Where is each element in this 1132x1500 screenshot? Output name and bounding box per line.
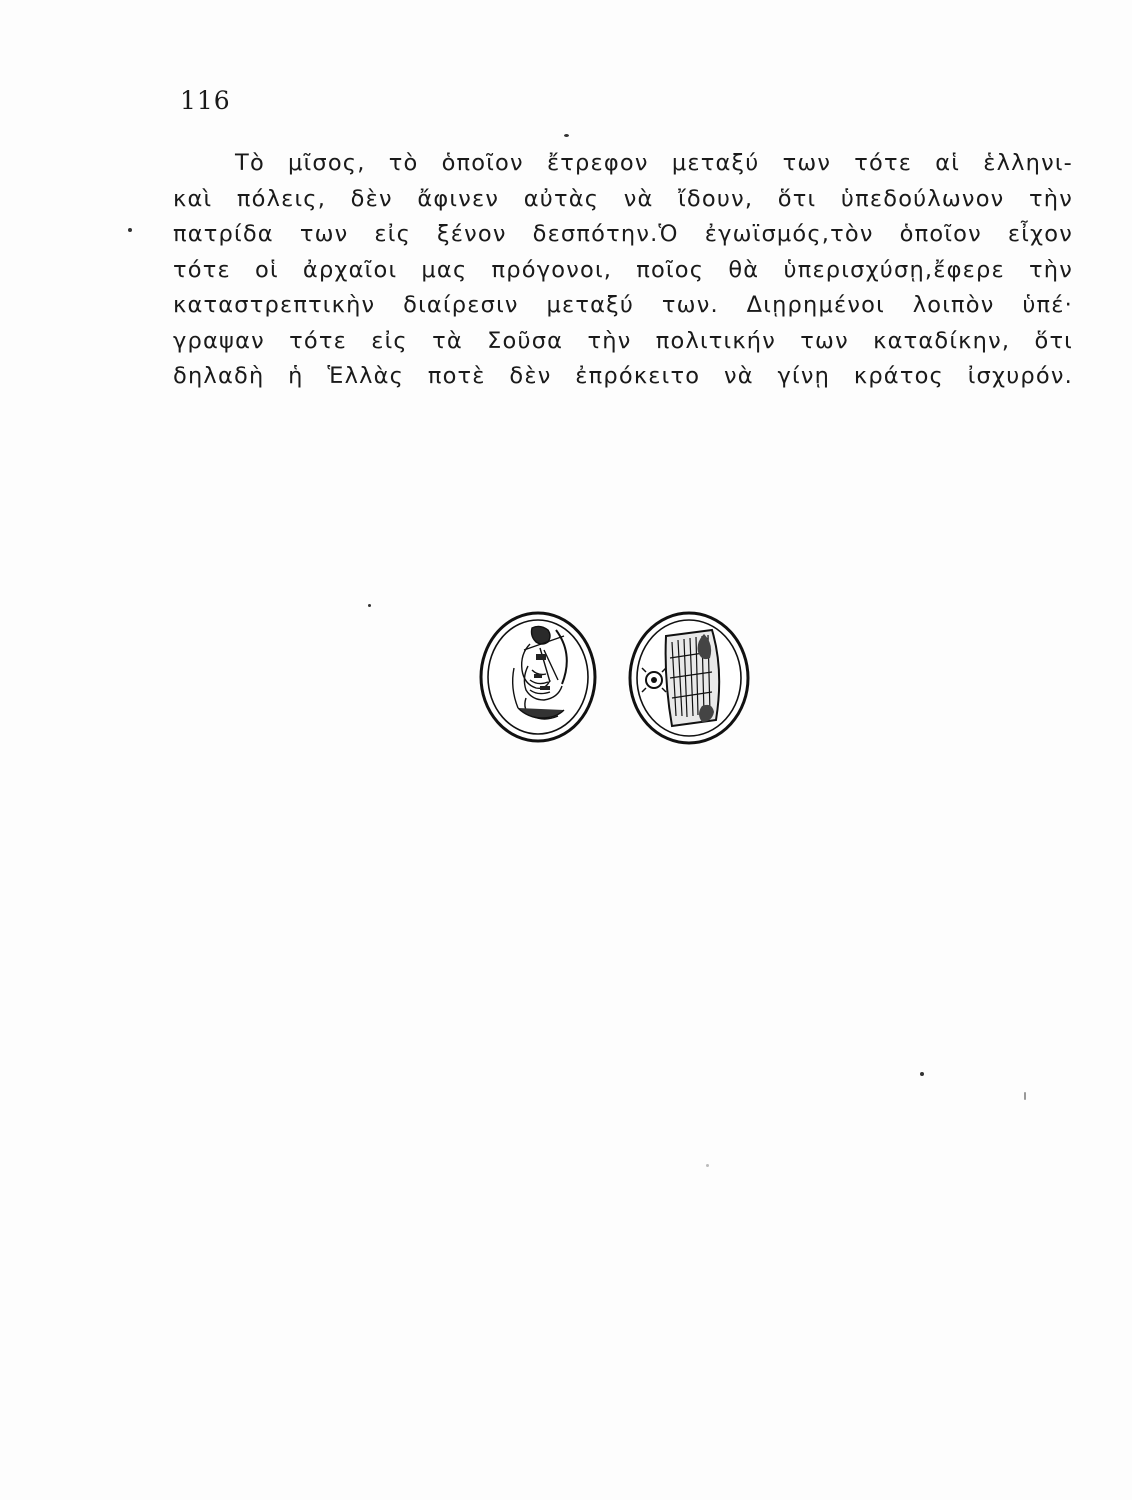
- paragraph-line: δηλαδὴ ἡ Ἑλλὰς ποτὲ δὲν ἐπρόκειτο νὰ γίνῃ κράτος ἰσχυρόν.: [173, 363, 1073, 389]
- paragraph-line: γραψαν τότε εἰς τὰ Σοῦσα τὴν πολιτικήν των καταδίκην, ὅτι: [173, 327, 1073, 354]
- page-number: 116: [180, 86, 231, 115]
- paragraph-line: Τὸ μῖσος, τὸ ὁποῖον ἔτρεφον μεταξύ των τότε αἱ ἑλληνι-: [235, 150, 1073, 176]
- scan-speck: [920, 1072, 924, 1076]
- coin-illustration: [478, 608, 754, 748]
- paragraph-line: καταστρεπτικὴν διαίρεσιν μεταξύ των. Διῃρημένοι λοιπὸν ὑπέ·: [173, 292, 1073, 318]
- scan-speck: [1024, 1092, 1026, 1100]
- paragraph-line: καὶ πόλεις, δὲν ἄφινεν αὐτὰς νὰ ἴδουν, ὅτι ὑπεδούλωνον τὴν: [173, 185, 1073, 212]
- scan-speck: [706, 1164, 709, 1167]
- coin-obverse-archer-icon: [478, 608, 600, 746]
- scan-speck: [368, 604, 371, 607]
- coin-reverse-incuse-icon: [626, 608, 752, 748]
- scan-speck: [128, 228, 132, 232]
- paragraph-line: πατρίδα των εἰς ξένον δεσπότην.Ὁ ἐγωϊσμός,τὸν ὁποῖον εἶχον: [173, 221, 1073, 247]
- scan-speck: [564, 134, 569, 137]
- paragraph-line: τότε οἱ ἀρχαῖοι μας πρόγονοι, ποῖος θὰ ὑπερισχύσῃ,ἔφερε τὴν: [173, 256, 1073, 283]
- body-paragraph: [173, 146, 1073, 395]
